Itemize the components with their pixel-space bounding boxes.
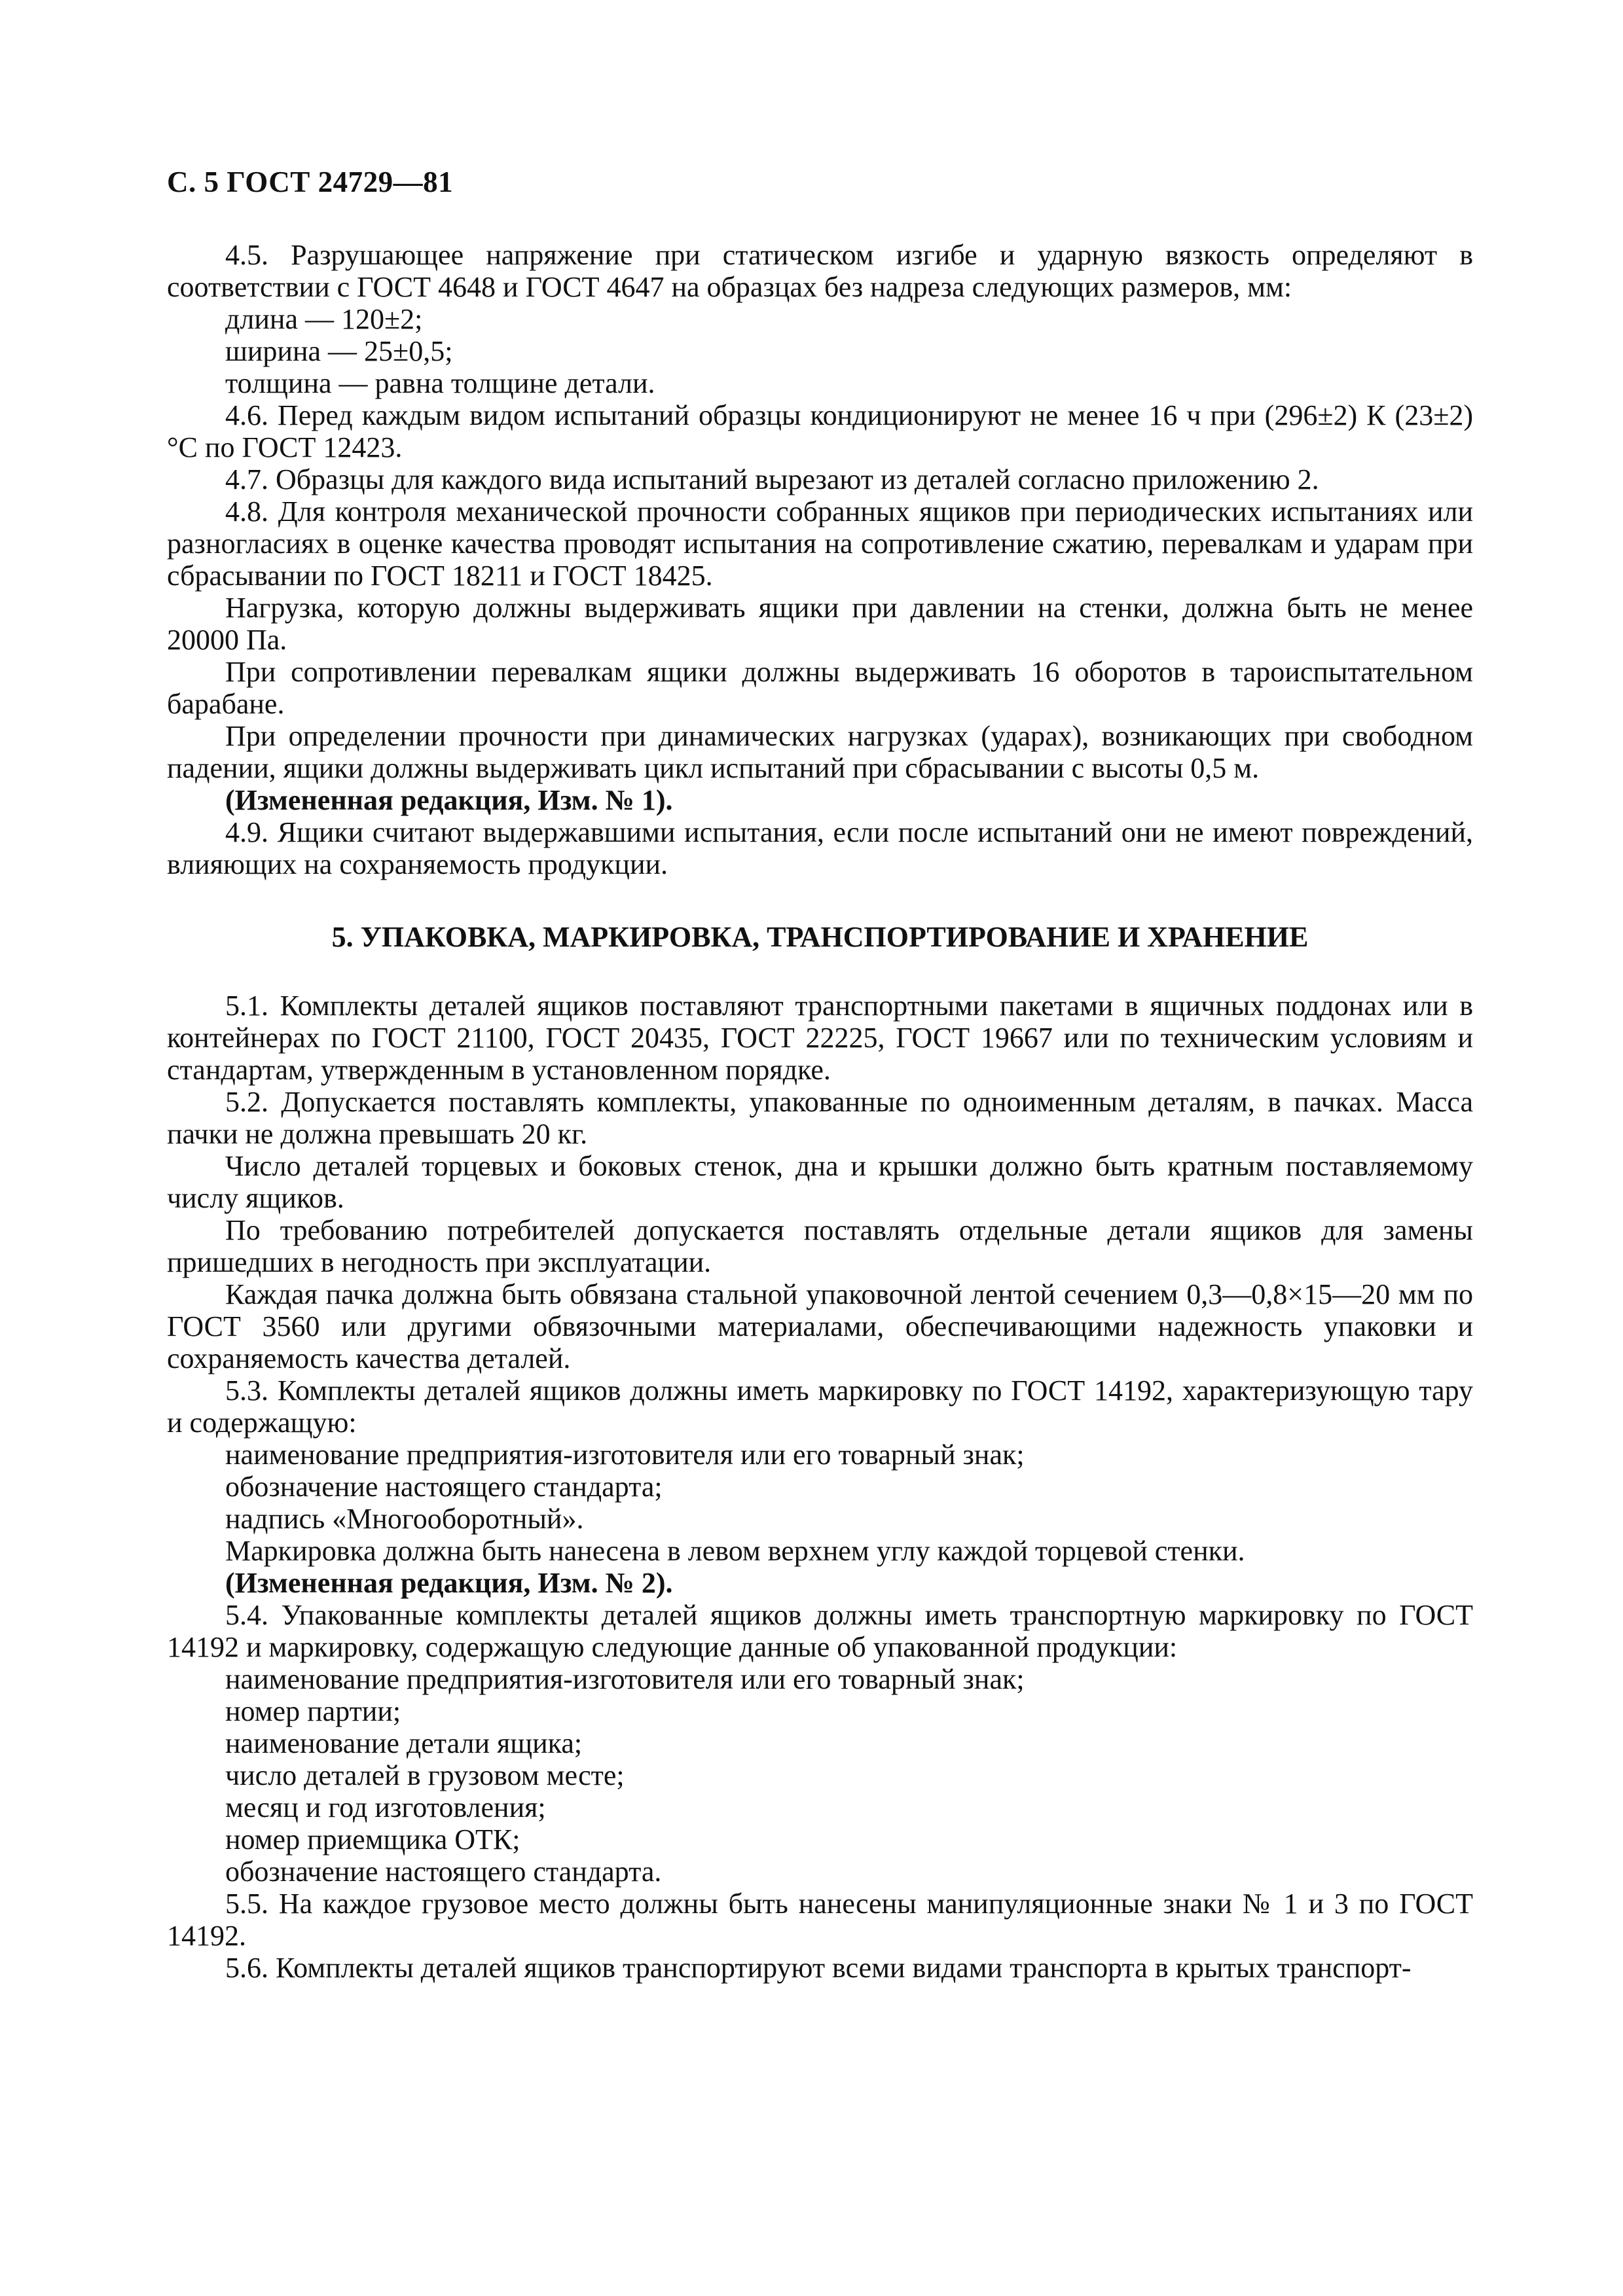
list-item: число деталей в грузовом месте; — [225, 1759, 625, 1791]
amendment-note-2: (Измененная редакция, Изм. № 2). — [225, 1567, 673, 1599]
list-item: наименование предприятия-изготовителя или его товарный знак; — [225, 1439, 1025, 1471]
paragraph-5-4: 5.4. Упакованные комплекты деталей ящиков должны иметь транспортную маркировку по ГОСТ 14192 и маркировку, содержащую следующие данные об упакованной продукции: — [167, 1599, 1473, 1663]
list-item: обозначение настоящего стандарта. — [225, 1856, 662, 1888]
paragraph-4-8-roll: При сопротивлении перевалкам ящики должны выдерживать 16 оборотов в тароиспытательном барабане. — [167, 656, 1473, 720]
paragraph-4-7: 4.7. Образцы для каждого вида испытаний вырезают из деталей согласно приложению 2. — [225, 463, 1319, 495]
page-header: С. 5 ГОСТ 24729—81 — [167, 166, 454, 198]
paragraph-5-5: 5.5. На каждое грузовое место должны быть нанесены манипуляционные знаки № 1 и 3 по ГОСТ 14192. — [167, 1888, 1473, 1952]
dimension-width: ширина — 25±0,5; — [225, 335, 453, 367]
dimension-thickness: толщина — равна толщине детали. — [225, 367, 655, 399]
list-item: номер приемщика ОТК; — [225, 1823, 520, 1856]
paragraph-4-5: 4.5. Разрушающее напряжение при статическом изгибе и ударную вязкость определяют в соответствии с ГОСТ 4648 и ГОСТ 4647 на образцах без надреза следующих размеров, мм: — [167, 239, 1473, 303]
paragraph-5-6: 5.6. Комплекты деталей ящиков транспортируют всеми видами транспорта в крытых транспорт- — [225, 1952, 1412, 1984]
paragraph-4-8-load: Нагрузка, которую должны выдерживать ящики при давлении на стенки, должна быть не менее 20000 Па. — [167, 592, 1473, 656]
paragraph-5-1: 5.1. Комплекты деталей ящиков поставляют транспортными пакетами в ящичных поддонах или в контейнерах по ГОСТ 21100, ГОСТ 20435, ГОСТ 22225, ГОСТ 19667 или по техническим условиям и стандартам, утвержденным в установленном порядке. — [167, 990, 1473, 1086]
list-item: наименование предприятия-изготовителя или его товарный знак; — [225, 1663, 1025, 1695]
paragraph-5-2-request: По требованию потребителей допускается поставлять отдельные детали ящиков для замены пришедших в негодность при эксплуатации. — [167, 1214, 1473, 1278]
paragraph-4-9: 4.9. Ящики считают выдержавшими испытания, если после испытаний они не имеют повреждений, влияющих на сохраняемость продукции. — [167, 816, 1473, 880]
paragraph-5-3: 5.3. Комплекты деталей ящиков должны иметь маркировку по ГОСТ 14192, характеризующую тару и содержащую: — [167, 1374, 1473, 1439]
list-item: надпись «Многооборотный». — [225, 1503, 584, 1535]
list-item: месяц и год изготовления; — [225, 1791, 546, 1823]
paragraph-4-8: 4.8. Для контроля механической прочности собранных ящиков при периодических испытаниях или разногласиях в оценке качества проводят испытания на сопротивление сжатию, перевалкам и ударам при сбрасывании по ГОСТ 18211 и ГОСТ 18425. — [167, 495, 1473, 592]
paragraph-5-2-count: Число деталей торцевых и боковых стенок, дна и крышки должно быть кратным поставляемому числу ящиков. — [167, 1150, 1473, 1214]
amendment-note-1: (Измененная редакция, Изм. № 1). — [225, 784, 673, 816]
paragraph-5-2-bind: Каждая пачка должна быть обвязана стальной упаковочной лентой сечением 0,3—0,8×15—20 мм по ГОСТ 3560 или другими обвязочными материалами, обеспечивающими надежность упаковки и сохраняемость качества деталей. — [167, 1278, 1473, 1374]
list-item: обозначение настоящего стандарта; — [225, 1471, 663, 1503]
list-item: наименование детали ящика; — [225, 1727, 583, 1759]
paragraph-5-3-place: Маркировка должна быть нанесена в левом верхнем углу каждой торцевой стенки. — [225, 1535, 1245, 1567]
paragraph-5-2: 5.2. Допускается поставлять комплекты, упакованные по одноименным деталям, в пачках. Масса пачки не должна превышать 20 кг. — [167, 1086, 1473, 1150]
dimension-length: длина — 120±2; — [225, 303, 423, 335]
document-body — [167, 239, 1473, 1984]
paragraph-4-8-drop: При определении прочности при динамических нагрузках (ударах), возникающих при свободном падении, ящики должны выдерживать цикл испытаний при сбрасывании с высоты 0,5 м. — [167, 720, 1473, 784]
list-item: номер партии; — [225, 1695, 401, 1727]
section-5-title: 5. УПАКОВКА, МАРКИРОВКА, ТРАНСПОРТИРОВАНИЕ И ХРАНЕНИЕ — [331, 921, 1309, 953]
paragraph-4-6: 4.6. Перед каждым видом испытаний образцы кондиционируют не менее 16 ч при (296±2) К (23±2) °С по ГОСТ 12423. — [167, 399, 1473, 463]
